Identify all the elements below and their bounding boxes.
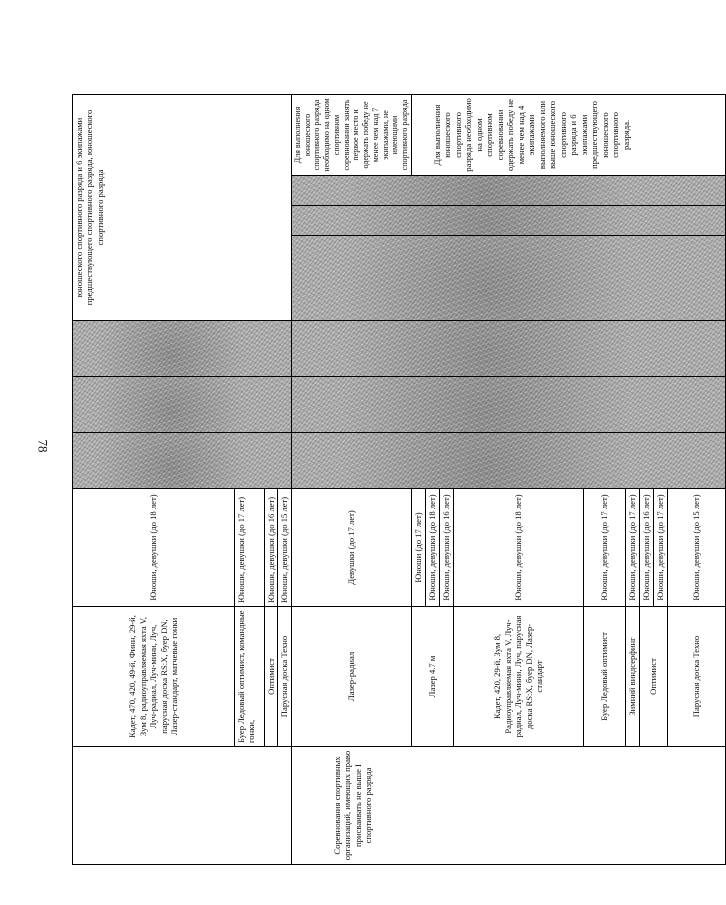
org-cell-top bbox=[73, 747, 292, 865]
boat-class-cell: Буер Ледовый оптимист, командные гонки, bbox=[235, 607, 265, 747]
boat-class-cell: Парусная доска Техно bbox=[667, 607, 725, 747]
shaded-cell bbox=[73, 321, 292, 377]
boat-class-cell: Парусная доска Техно bbox=[278, 607, 291, 747]
age-group-cell: Юноши, девушки (до 16 лет) bbox=[265, 489, 278, 607]
age-group-cell: Юноши (до 17 лет) bbox=[411, 489, 425, 607]
boat-class-cell: Оптимист bbox=[265, 607, 278, 747]
age-group-cell: Юноши, девушки (до 17 лет) bbox=[625, 489, 639, 607]
table-row bbox=[291, 94, 411, 864]
shaded-cell bbox=[73, 433, 292, 489]
shaded-cell bbox=[291, 433, 725, 489]
age-group-cell: Юноши, девушки (до 17 лет) bbox=[653, 489, 667, 607]
age-group-cell: Юноши, девушки (до 18 лет) bbox=[425, 489, 439, 607]
boat-class-cell: Оптимист bbox=[639, 607, 667, 747]
age-group-cell: Юноши, девушки (до 18 лет) bbox=[453, 489, 583, 607]
age-group-cell: Юноши, девушки (до 15 лет) bbox=[667, 489, 725, 607]
conditions-cell-top: юношеского спортивного разряда и 6 экипажами предшествующего спортивного разряда, юношеского спортивного разряда bbox=[73, 94, 292, 320]
boat-class-cell: Лазер 4.7 м bbox=[411, 607, 453, 747]
boat-class-cell: Лазер-радиал bbox=[291, 607, 411, 747]
age-group-cell: Юноши, девушки (до 16 лет) bbox=[439, 489, 453, 607]
page-number: 78 bbox=[35, 439, 51, 453]
boat-class-cell: Кадет, 420, 29-й, Зум 8, Радиоуправляемая яхта V, Луч-радиал, Луч-мини, Луч, парусная доска RS:X, буер DN, Лазер-стандарт bbox=[453, 607, 583, 747]
shaded-cell bbox=[291, 176, 725, 206]
age-group-cell: Девушки (до 17 лет) bbox=[291, 489, 411, 607]
age-group-cell: Юноши, девушки (до 16 лет) bbox=[639, 489, 653, 607]
age-group-cell: Юноши, девушки (до 17 лет) bbox=[235, 489, 265, 607]
table-row bbox=[73, 94, 235, 864]
boat-class-cell: Кадет, 470, 420, 49-й, Финн, 29-й, Зум 8, радиоуправляемая яхта V, Луч-радиал, Луч-мини, Луч, парусная доска RS:X, буер DN, Лазер-стандарт, матчевые гонки bbox=[73, 607, 235, 747]
shaded-cell bbox=[291, 236, 725, 321]
shaded-cell bbox=[291, 206, 725, 236]
age-group-cell: Юноши, девушки (до 17 лет) bbox=[583, 489, 625, 607]
sailing-ranks-table bbox=[72, 94, 726, 865]
rotated-table-wrapper bbox=[72, 95, 702, 865]
age-group-cell: Юноши, девушки (до 15 лет) bbox=[278, 489, 291, 607]
shaded-cell bbox=[291, 377, 725, 433]
boat-class-cell: Буер Ледовый оптимист bbox=[583, 607, 625, 747]
shaded-cell bbox=[291, 321, 725, 377]
boat-class-cell: Зимний виндсерфинг bbox=[625, 607, 639, 747]
conditions-cell-main: Для выполнения юношеского спортивного разряда необходимо на одном спортивном соревновании одержать победу не менее чем над 4 экипажами выполняемого или выше юношеского спортивного разряда и 6 экипажами предшествующего юношеского спортивного разряда. bbox=[411, 94, 725, 175]
org-cell: Соревнования спортивных организаций, имеющих право присваивать не выше I спортивного разряда bbox=[291, 747, 725, 865]
conditions-cell: Для выполнения юношеского спортивного разряда необходимо на одном спортивном соревновании занять первое место и одержать победу не менее чем над 7 экипажами, не имеющими спортивного разряда bbox=[291, 94, 411, 175]
shaded-cell bbox=[73, 377, 292, 433]
age-group-cell: Юноши, девушки (до 18 лет) bbox=[73, 489, 235, 607]
